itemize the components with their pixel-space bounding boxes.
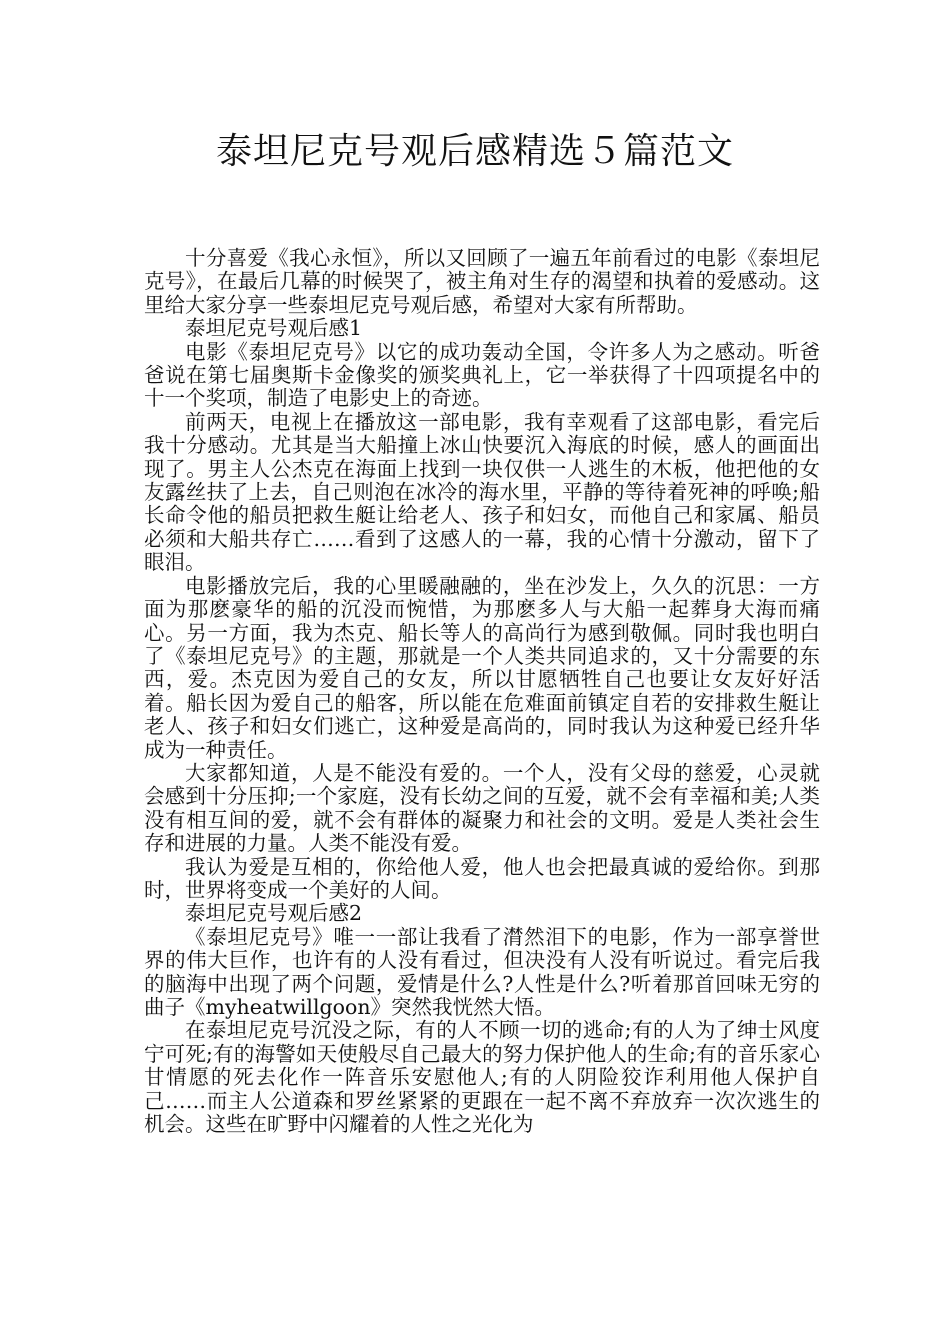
section-heading-2: 泰坦尼克号观后感2 <box>185 901 363 926</box>
document-title: 泰坦尼克号观后感精选５篇范文 <box>215 131 734 172</box>
body-paragraph: 我认为爱是互相的，你给他人爱，他人也会把最真诚的爱给你。到那时，世界将变成一个美好的人间。 <box>144 854 820 902</box>
body-paragraph: 前两天，电视上在播放这一部电影，我有幸观看了这部电影，看完后我十分感动。尤其是当大船撞上冰山快要沉入海底的时候，感人的画面出现了。男主人公杰克在海面上找到一块仅供一人逃生的木板，他把他的女友露丝扶了上去，自己则泡在冰冷的海水里，平静的等待着死神的呼唤;船长命令他的船员把救生艇让给老人、孩子和妇女，而他自己和家属、船员必须和大船共存亡……看到了这感人的一幕，我的心情十分激动，留下了眼泪。 <box>144 409 820 575</box>
body-paragraph: 大家都知道，人是不能没有爱的。一个人，没有父母的慈爱，心灵就会感到十分压抑;一个家庭，没有长幼之间的互爱，就不会有幸福和美;人类没有相互间的爱，就不会有群体的凝聚力和社会的文明。爱是人类社会生存和进展的力量。人类不能没有爱。 <box>144 760 820 856</box>
body-paragraph: 《泰坦尼克号》唯一一部让我看了潸然泪下的电影，作为一部享誉世界的伟大巨作，也许有的人没有看过，但决没有人没有听说过。看完后我的脑海中出现了两个问题，爱情是什么?人性是什么?听着那首回味无穷的曲子《myheatwillgoon》突然我恍然大悟。 <box>144 924 820 1019</box>
intro-paragraph: 十分喜爱《我心永恒》，所以又回顾了一遍五年前看过的电影《泰坦尼克号》，在最后几幕的时候哭了，被主角对生存的渴望和执着的爱感动。这里给大家分享一些泰坦尼克号观后感，希望对大家有所帮助。 <box>144 246 820 317</box>
body-paragraph: 电影播放完后，我的心里暖融融的，坐在沙发上，久久的沉思：一方面为那麽豪华的船的沉没而惋惜，为那麽多人与大船一起葬身大海而痛心。另一方面，我为杰克、船长等人的高尚行为感到敬佩。同时我也明白了《泰坦尼克号》的主题，那就是一个人类共同追求的，又十分需要的东西，爱。杰克因为爱自己的女友，所以甘愿牺牲自己也要让女友好好活着。船长因为爱自己的船客，所以能在危难面前镇定自若的安排救生艇让老人、孩子和妇女们逃亡，这种爱是高尚的，同时我认为这种爱已经升华成为一种责任。 <box>144 573 820 762</box>
document-body <box>144 247 820 1136</box>
section-heading-1: 泰坦尼克号观后感1 <box>185 316 363 341</box>
body-paragraph: 在泰坦尼克号沉没之际，有的人不顾一切的逃命;有的人为了绅士风度宁可死;有的海警如天使般尽自己最大的努力保护他人的生命;有的音乐家心甘情愿的死去化作一阵音乐安慰他人;有的人阴险狡诈利用他人保护自己……而主人公道森和罗丝紧紧的更跟在一起不离不弃放弃一次次逃生的机会。这些在旷野中闪耀着的人性之光化为 <box>144 1018 820 1137</box>
body-paragraph: 电影《泰坦尼克号》以它的成功轰动全国，令许多人为之感动。听爸爸说在第七届奥斯卡金像奖的颁奖典礼上，它一举获得了十四项提名中的十一个奖项，制造了电影史上的奇迹。 <box>144 339 820 411</box>
